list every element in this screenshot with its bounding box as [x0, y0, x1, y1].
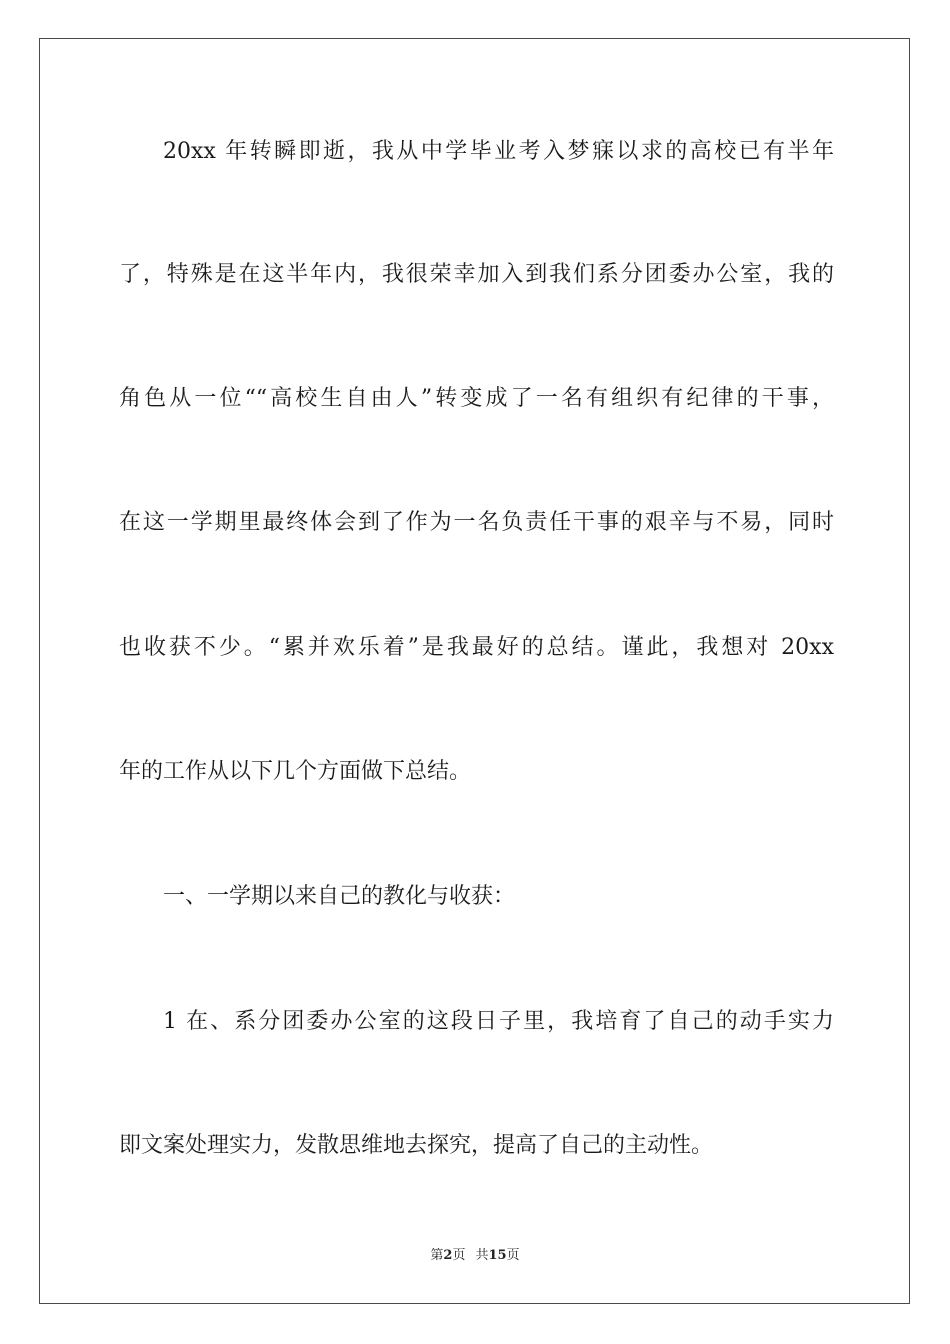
- paragraph-line-3: 角色从一位““高校生自由人”转变成了一名有组织有纪律的干事，: [119, 386, 834, 411]
- paragraph-line-6: 年的工作从以下几个方面做下总结。: [119, 759, 472, 784]
- total-pages-prefix: 共: [475, 1248, 489, 1263]
- paragraph-line-4: 在这一学期里最终体会到了作为一名负责任干事的艰辛与不易，同时: [119, 510, 834, 535]
- paragraph-line-1: 20xx 年转瞬即逝，我从中学毕业考入梦寐以求的高校已有半年: [163, 139, 834, 164]
- page-border: [39, 38, 910, 1304]
- page-footer: [0, 1246, 950, 1266]
- paragraph-line-2: 了，特殊是在这半年内，我很荣幸加入到我们系分团委办公室，我的: [119, 262, 834, 287]
- paragraph-line-5: 也收获不少。“累并欢乐着”是我最好的总结。谨此，我想对 20xx: [119, 635, 834, 660]
- current-page-number: 2: [443, 1248, 453, 1263]
- paragraph-line-8: 1 在、系分团委办公室的这段日子里，我培育了自己的动手实力: [163, 1009, 834, 1034]
- total-pages-number: 15: [488, 1248, 507, 1263]
- section-heading: 一、一学期以来自己的教化与收获：: [163, 884, 516, 909]
- paragraph-line-9: 即文案处理实力，发散思维地去探究，提高了自己的主动性。: [119, 1133, 714, 1158]
- page-number-prefix: 第: [430, 1248, 444, 1263]
- page-number-suffix: 页: [452, 1248, 466, 1263]
- total-pages-suffix: 页: [506, 1248, 520, 1263]
